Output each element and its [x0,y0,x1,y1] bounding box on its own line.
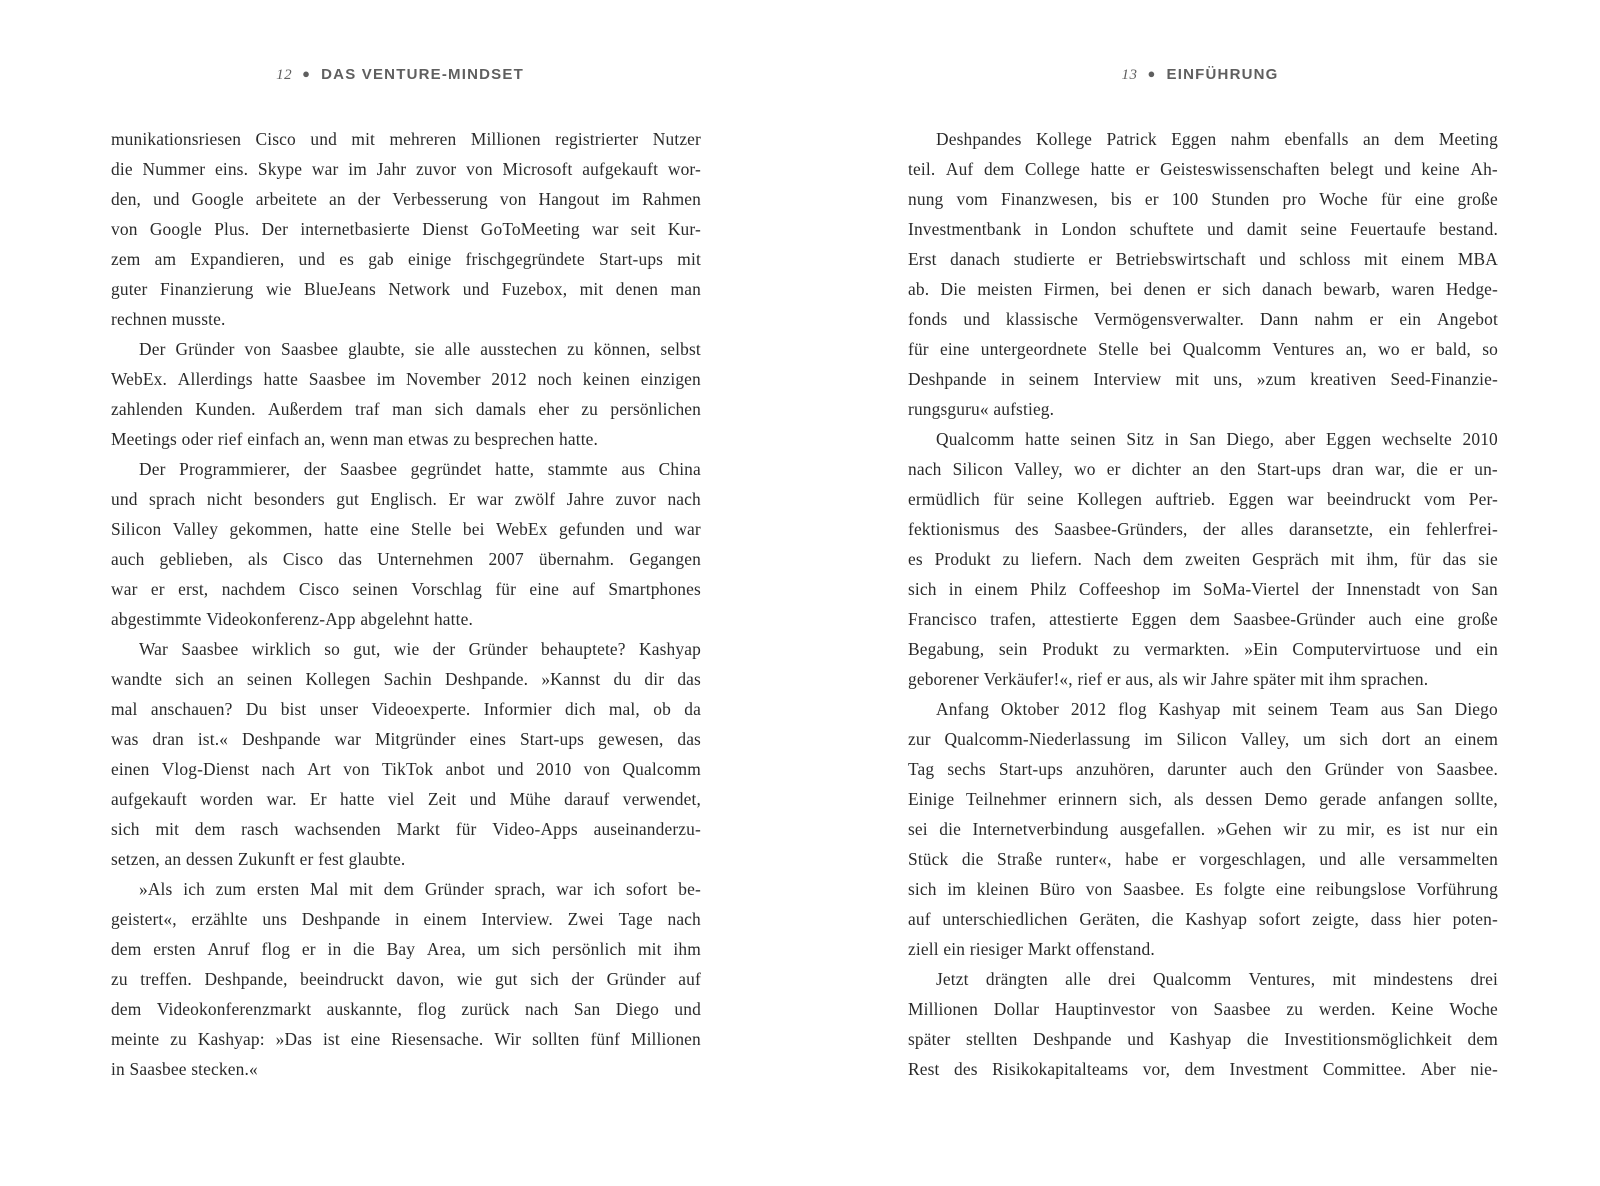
text-line: Begabung, sein Produkt zu vermarkten. »Ein Computervirtuose und ein [908,639,1498,659]
text-line: zahlenden Kunden. Außerdem traf man sich damals eher zu persönlichen [111,399,701,419]
text-line: Der Programmierer, der Saasbee gegründet hatte, stammte aus China [139,459,701,479]
text-line: Investmentbank in London schuftete und damit seine Feuertaufe bestand. [908,219,1498,239]
text-line: munikationsriesen Cisco und mit mehreren Millionen registrierter Nutzer [111,129,701,149]
text-line: War Saasbee wirklich so gut, wie der Gründer behauptete? Kashyap [139,639,701,659]
text-line: geborener Verkäufer!«, rief er aus, als wir Jahre später mit ihm sprachen. [908,669,1429,689]
text-line: setzen, an dessen Zukunft er fest glaubte. [111,849,406,869]
text-line: mal anschauen? Du bist unser Videoexperte. Informier dich mal, ob da [111,699,701,719]
text-line: Deshpande in seinem Interview mit uns, »zum kreativen Seed-Finanzie- [908,369,1498,389]
text-line: Qualcomm hatte seinen Sitz in San Diego, aber Eggen wechselte 2010 [936,429,1498,449]
text-line: die Nummer eins. Skype war im Jahr zuvor von Microsoft aufgekauft wor- [111,159,701,179]
text-line: für eine untergeordnete Stelle bei Qualcomm Ventures an, wo er bald, so [908,339,1498,359]
text-line: zur Qualcomm-Niederlassung im Silicon Valley, um sich dort an einem [908,729,1498,749]
text-line: in Saasbee stecken.« [111,1059,258,1079]
text-line: Erst danach studierte er Betriebswirtschaft und schloss mit einem MBA [908,249,1498,269]
text-line: später stellten Deshpande und Kashyap die Investitionsmöglichkeit dem [908,1029,1498,1049]
text-line: sich in einem Philz Coffeeshop im SoMa-Viertel der Innenstadt von San [908,579,1498,599]
text-line: Rest des Risikokapitalteams vor, dem Investment Committee. Aber nie- [908,1059,1498,1079]
text-line: von Google Plus. Der internetbasierte Dienst GoToMeeting war seit Kur- [111,219,701,239]
right-page-number: 13 [1121,67,1138,83]
text-line: abgestimmte Videokonferenz-App abgelehnt hatte. [111,609,473,629]
text-line: Francisco trafen, attestierte Eggen dem Saasbee-Gründer auch eine große [908,609,1498,629]
text-line: sei die Internetverbindung ausgefallen. »Gehen wir zu mir, es ist nur ein [908,819,1498,839]
text-line: dem ersten Anruf flog er in die Bay Area, um sich persönlich mit ihm [111,939,701,959]
text-line: Jetzt drängten alle drei Qualcomm Ventures, mit mindestens drei [936,969,1498,989]
text-line: Silicon Valley gekommen, hatte eine Stelle bei WebEx gefunden und war [111,519,701,539]
text-line: auf unterschiedlichen Geräten, die Kashyap sofort zeigte, dass hier poten- [908,909,1498,929]
text-line: nach Silicon Valley, wo er dichter an den Start-ups dran war, die er un- [908,459,1498,479]
text-line: fonds und klassische Vermögensverwalter. Dann nahm er ein Angebot [908,309,1498,329]
text-line: Anfang Oktober 2012 flog Kashyap mit seinem Team aus San Diego [936,699,1498,719]
text-line: rungsguru« aufstieg. [908,399,1055,419]
left-running-head [0,66,800,84]
right-running-title: EINFÜHRUNG [1166,66,1279,83]
left-running-title: DAS VENTURE-MINDSET [321,66,524,83]
separator-dot: ● [302,66,312,81]
text-line: sich mit dem rasch wachsenden Markt für Video-Apps auseinanderzu- [111,819,701,839]
text-line: WebEx. Allerdings hatte Saasbee im November 2012 noch keinen einzigen [111,369,701,389]
left-body-text [111,124,701,1084]
text-line: ab. Die meisten Firmen, bei denen er sich danach bewarb, waren Hedge- [908,279,1498,299]
text-line: Deshpandes Kollege Patrick Eggen nahm ebenfalls an dem Meeting [936,129,1498,149]
text-line: aufgekauft worden war. Er hatte viel Zeit und Mühe darauf verwendet, [111,789,701,809]
text-line: teil. Auf dem College hatte er Geisteswissenschaften belegt und keine Ah- [908,159,1498,179]
text-line: Der Gründer von Saasbee glaubte, sie alle ausstechen zu können, selbst [139,339,701,359]
text-line: sich im kleinen Büro von Saasbee. Es folgte eine reibungslose Vorführung [908,879,1498,899]
text-line: wandte sich an seinen Kollegen Sachin Deshpande. »Kannst du dir das [111,669,701,689]
separator-dot: ● [1147,66,1157,81]
text-line: es Produkt zu liefern. Nach dem zweiten Gespräch mit ihm, für das sie [908,549,1498,569]
text-line: Millionen Dollar Hauptinvestor von Saasbee zu werden. Keine Woche [908,999,1498,1019]
text-line: auch geblieben, als Cisco das Unternehmen 2007 übernahm. Gegangen [111,549,701,569]
right-body-text [908,124,1498,1084]
text-line: geistert«, erzählte uns Deshpande in einem Interview. Zwei Tage nach [111,909,701,929]
text-line: fektionismus des Saasbee-Gründers, der alles daransetzte, ein fehlerfrei- [908,519,1498,539]
text-line: guter Finanzierung wie BlueJeans Network und Fuzebox, mit denen man [111,279,701,299]
text-line: zu treffen. Deshpande, beeindruckt davon, wie gut sich der Gründer auf [111,969,701,989]
text-line: was dran ist.« Deshpande war Mitgründer eines Start-ups gewesen, das [111,729,701,749]
text-line: nung vom Finanzwesen, bis er 100 Stunden pro Woche für eine große [908,189,1498,209]
text-line: dem Videokonferenzmarkt auskannte, flog zurück nach San Diego und [111,999,701,1019]
text-line: »Als ich zum ersten Mal mit dem Gründer sprach, war ich sofort be- [139,879,701,899]
text-line: rechnen musste. [111,309,226,329]
right-page [800,0,1600,1186]
text-line: zem am Expandieren, und es gab einige frischgegründete Start-ups mit [111,249,701,269]
text-line: ziell ein riesiger Markt offenstand. [908,939,1155,959]
text-line: meinte zu Kashyap: »Das ist eine Riesensache. Wir sollten fünf Millionen [111,1029,701,1049]
text-line: den, und Google arbeitete an der Verbesserung von Hangout im Rahmen [111,189,701,209]
text-line: Stück die Straße runter«, habe er vorgeschlagen, und alle versammelten [908,849,1498,869]
text-line: war er erst, nachdem Cisco seinen Vorschlag für eine auf Smartphones [111,579,701,599]
text-line: einen Vlog-Dienst nach Art von TikTok anbot und 2010 von Qualcomm [111,759,701,779]
text-line: Meetings oder rief einfach an, wenn man etwas zu besprechen hatte. [111,429,599,449]
left-page-number: 12 [276,67,293,83]
text-line: Einige Teilnehmer erinnern sich, als dessen Demo gerade anfangen sollte, [908,789,1498,809]
right-running-head [800,66,1600,84]
text-line: Tag sechs Start-ups anzuhören, darunter auch den Gründer von Saasbee. [908,759,1498,779]
text-line: und sprach nicht besonders gut Englisch. Er war zwölf Jahre zuvor nach [111,489,701,509]
text-line: ermüdlich für seine Kollegen auftrieb. Eggen war beeindruckt vom Per- [908,489,1498,509]
